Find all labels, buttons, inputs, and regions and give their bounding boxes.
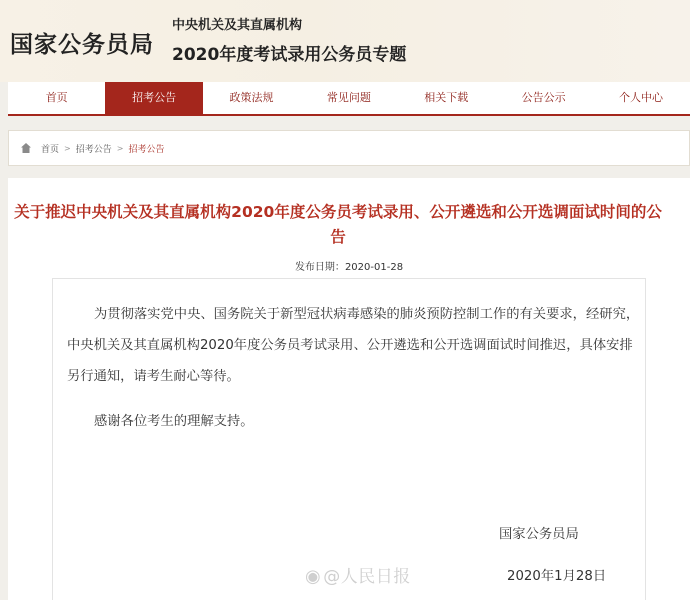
article-body [52,278,646,600]
watermark-text: @人民日报 [323,567,411,587]
signature-date: 2020年1月28日 [507,569,607,584]
watermark [305,562,411,587]
weibo-icon: ◉ [305,566,322,587]
breadcrumb-home[interactable]: 首页 [41,144,60,155]
signature-organization: 国家公务员局 [499,527,579,542]
article-title: 关于推迟中央机关及其直属机构2020年度公务员考试录用、公开遴选和公开选调面试时间的公告 [14,203,662,246]
breadcrumb-separator: > [64,143,71,153]
site-header [0,0,690,82]
breadcrumb-separator: > [116,143,124,153]
nav-item-faq[interactable]: 常见问题 [326,91,371,104]
article-paragraph: 感谢各位考生的理解支持。 [94,414,254,429]
nav-item-notices[interactable]: 公告公示 [521,91,566,104]
publish-date [8,258,690,273]
publish-date-value: 2020-01-28 [344,262,404,273]
nav-item-home[interactable]: 首页 [45,91,68,104]
breadcrumb-current[interactable]: 招考公告 [128,144,165,155]
nav-item-recruitment[interactable]: 招考公告 [105,82,202,114]
main-nav [8,82,690,116]
site-logo[interactable]: 国家公务员局 [10,32,154,58]
header-subtitle: 中央机关及其直属机构 [172,18,303,33]
breadcrumb-recruitment[interactable]: 招考公告 [75,144,112,155]
article-paragraph: 为贯彻落实党中央、国务院关于新型冠状病毒感染的肺炎预防控制工作的有关要求，经研究，中央机关及其直属机构2020年度公务员考试录用、公开遴选和公开选调面试时间推迟，具体安排另行通知，请考生耐心等待。 [67,307,640,384]
breadcrumb [8,130,690,166]
header-topic-title: 2020年度考试录用公务员专题 [172,45,407,65]
home-icon [21,143,31,153]
nav-item-policy[interactable]: 政策法规 [229,91,274,104]
nav-item-downloads[interactable]: 相关下载 [424,91,469,104]
nav-item-personal-center[interactable]: 个人中心 [619,91,664,104]
publish-date-label: 发布日期： [294,262,345,273]
article-container [8,178,690,600]
